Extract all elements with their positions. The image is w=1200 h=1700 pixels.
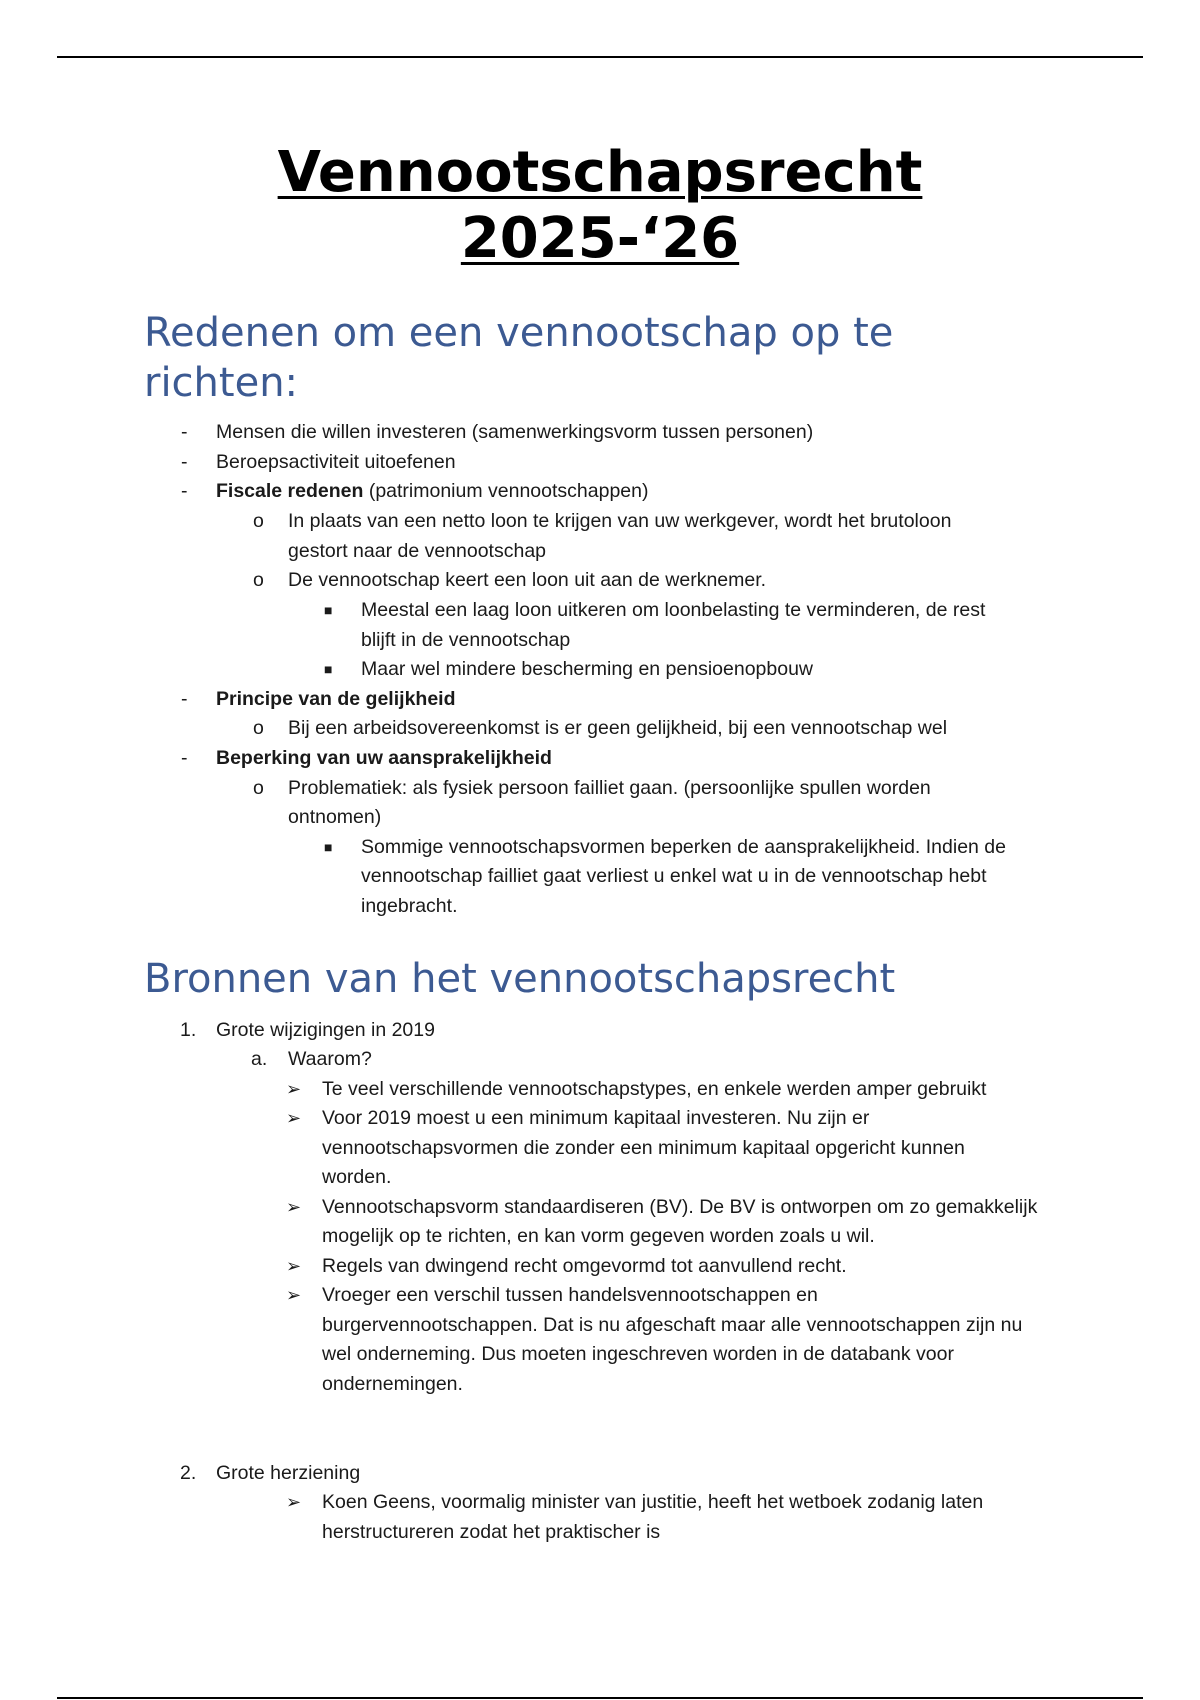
arrow-bullet-icon: ➢ [286, 1079, 302, 1099]
heading-line-1: Redenen om een vennootschap op te [144, 310, 894, 356]
section-heading-redenen [144, 308, 1044, 408]
list-item-continuation: vennootschap failliet gaat verliest u enkel wat u in de vennootschap hebt [361, 865, 987, 887]
list-item: Mensen die willen investeren (samenwerkingsvorm tussen personen) [216, 421, 814, 443]
list-item: Vroeger een verschil tussen handelsvennootschappen en [322, 1284, 818, 1306]
list-item-continuation: burgervennootschappen. Dat is nu afgeschaft maar alle vennootschappen zijn nu [322, 1314, 1023, 1336]
list-item-continuation: blijft in de vennootschap [361, 629, 571, 651]
arrow-bullet-icon: ➢ [286, 1108, 302, 1128]
heading-line-2: richten: [144, 360, 299, 406]
arrow-bullet-icon: ➢ [286, 1285, 302, 1305]
dash-bullet: - [181, 688, 188, 710]
list-item-text: (patrimonium vennootschappen) [363, 480, 649, 502]
dash-bullet: - [181, 421, 188, 443]
list-item: In plaats van een netto loon te krijgen van uw werkgever, wordt het brutoloon [288, 510, 952, 532]
circle-bullet: o [253, 717, 264, 739]
list-item-continuation: ingebracht. [361, 895, 458, 917]
list-item-continuation: vennootschapsvormen die zonder een minimum kapitaal opgericht kunnen [322, 1137, 965, 1159]
arrow-bullet-icon: ➢ [286, 1197, 302, 1217]
dash-bullet: - [181, 747, 188, 769]
list-item: Problematiek: als fysiek persoon failliet gaan. (persoonlijke spullen worden [288, 777, 931, 799]
list-number: 1. [180, 1019, 197, 1041]
list-item-continuation: wel onderneming. Dus moeten ingeschreven worden in de databank voor [322, 1343, 954, 1365]
bold-term: Principe van de gelijkheid [216, 688, 456, 710]
list-item: Grote wijzigingen in 2019 [216, 1019, 435, 1041]
list-item: Voor 2019 moest u een minimum kapitaal investeren. Nu zijn er [322, 1107, 870, 1129]
list-item: Sommige vennootschapsvormen beperken de aansprakelijkheid. Indien de [361, 836, 1006, 858]
list-item-continuation: worden. [322, 1166, 392, 1188]
list-item [216, 685, 456, 714]
list-item: Meestal een laag loon uitkeren om loonbelasting te verminderen, de rest [361, 599, 986, 621]
circle-bullet: o [253, 569, 264, 591]
list-item [216, 477, 648, 506]
square-bullet: ■ [324, 839, 333, 855]
bold-term: Beperking van uw aansprakelijkheid [216, 747, 552, 769]
list-item: Grote herziening [216, 1462, 361, 1484]
list-item: Waarom? [288, 1048, 372, 1070]
square-bullet: ■ [324, 602, 333, 618]
list-item: Te veel verschillende vennootschapstypes, en enkele werden amper gebruikt [322, 1078, 987, 1100]
bold-term: Fiscale redenen [216, 480, 364, 502]
circle-bullet: o [253, 510, 264, 532]
bottom-rule [57, 1697, 1143, 1699]
list-item-continuation: ondernemingen. [322, 1373, 463, 1395]
list-letter: a. [251, 1048, 268, 1070]
arrow-bullet-icon: ➢ [286, 1492, 302, 1512]
list-number: 2. [180, 1462, 197, 1484]
dash-bullet: - [181, 480, 188, 502]
list-item [216, 744, 552, 773]
list-item-continuation: ontnomen) [288, 806, 382, 828]
square-bullet: ■ [324, 661, 333, 677]
title-line-2: 2025-‘26 [460, 206, 740, 271]
section-heading-bronnen: Bronnen van het vennootschapsrecht [144, 956, 896, 1002]
arrow-bullet-icon: ➢ [286, 1256, 302, 1276]
circle-bullet: o [253, 777, 264, 799]
list-item-continuation: herstructureren zodat het praktischer is [322, 1521, 661, 1543]
list-item: Bij een arbeidsovereenkomst is er geen gelijkheid, bij een vennootschap wel [288, 717, 948, 739]
dash-bullet: - [181, 451, 188, 473]
list-item-continuation: gestort naar de vennootschap [288, 540, 547, 562]
list-item-continuation: mogelijk op te richten, en kan vorm gegeven worden zoals u wil. [322, 1225, 875, 1247]
document-title [0, 140, 1200, 272]
title-line-1: Vennootschapsrecht [277, 140, 923, 205]
list-item: Beroepsactiviteit uitoefenen [216, 451, 456, 473]
list-item: Regels van dwingend recht omgevormd tot aanvullend recht. [322, 1255, 847, 1277]
list-item: De vennootschap keert een loon uit aan de werknemer. [288, 569, 767, 591]
list-item: Koen Geens, voormalig minister van justitie, heeft het wetboek zodanig laten [322, 1491, 984, 1513]
top-rule [57, 56, 1143, 58]
list-item: Vennootschapsvorm standaardiseren (BV). De BV is ontworpen om zo gemakkelijk [322, 1196, 1038, 1218]
list-item: Maar wel mindere bescherming en pensioenopbouw [361, 658, 814, 680]
